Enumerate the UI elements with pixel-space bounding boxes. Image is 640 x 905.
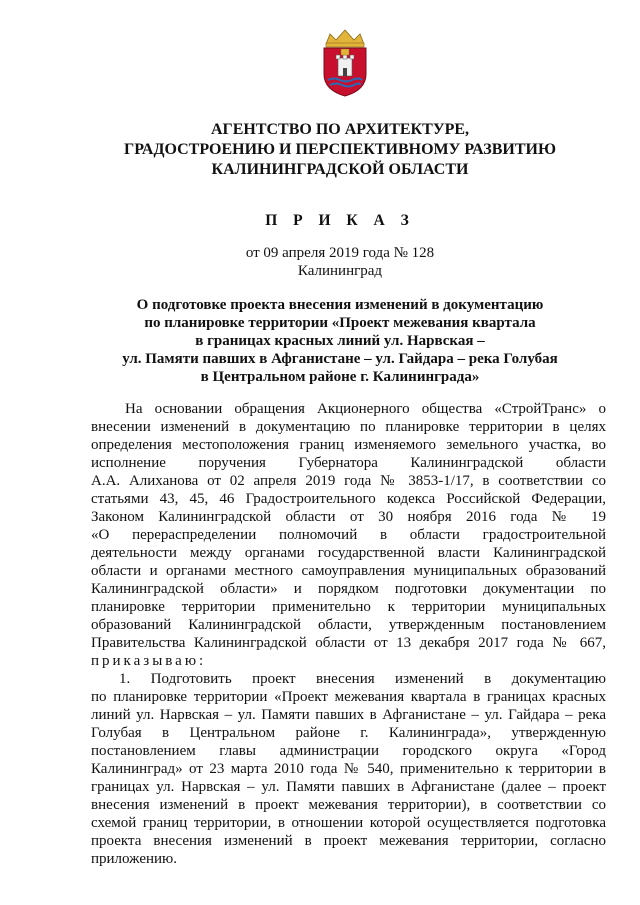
order-title: П Р И К А З	[265, 212, 415, 229]
agency-line: АГЕНТСТВО ПО АРХИТЕКТУРЕ,	[210, 121, 470, 138]
body-line: планировке территории применительно к территории муниципальных	[91, 599, 606, 615]
body-line: схемой границ территории, в отношении которой осуществляется подготовка	[91, 815, 606, 831]
body-line: Калининградской области» и порядком подготовки документации по	[91, 581, 606, 597]
body-line: приложению.	[91, 851, 178, 867]
body-line: проекта внесения изменений в проект межевания территории, согласно	[91, 833, 606, 849]
body-line: постановлением главы администрации городского округа «Город	[91, 743, 606, 759]
body-line: Законом Калининградской области от 30 ноября 2016 года № 19	[91, 509, 606, 525]
heading-line: О подготовке проекта внесения изменений в документацию	[136, 297, 544, 313]
body-line: Правительства Калининградской области от 13 декабря 2017 года № 667,	[91, 635, 606, 651]
body-line: «О перераспределении полномочий в области градостроительной	[91, 527, 606, 543]
body-line: исполнение поручения Губернатора Калининградской области	[91, 455, 606, 471]
body-line: деятельности между органами государственной власти Калининградской	[91, 545, 606, 561]
body-line: определения местоположения границ изменяемого земельного участка, во	[91, 437, 606, 453]
heading-line: по планировке территории «Проект межевания квартала	[144, 315, 536, 331]
heading-line: ул. Памяти павших в Афганистане – ул. Гайдара – река Голубая	[122, 351, 558, 367]
body-line: Калининград» от 23 марта 2010 года № 540, применительно к территории в	[91, 761, 606, 777]
body-line: 1. Подготовить проект внесения изменений в документацию	[119, 671, 606, 687]
agency-line: ГРАДОСТРОЕНИЮ И ПЕРСПЕКТИВНОМУ РАЗВИТИЮ	[124, 141, 556, 158]
order-body	[91, 400, 606, 868]
body-line: внесении изменений в документацию по планировке территории в целях	[91, 419, 606, 435]
body-line: границах ул. Нарвская – ул. Памяти павших в Афганистане (далее – проект	[91, 779, 606, 795]
body-line: Голубая в Центральном районе г. Калининграда», утвержденную	[91, 725, 606, 741]
body-line: линий ул. Нарвская – ул. Памяти павших в Афганистане – ул. Гайдара – река	[91, 707, 606, 723]
kaliningrad-coat-of-arms-icon	[316, 28, 374, 98]
agency-line: КАЛИНИНГРАДСКОЙ ОБЛАСТИ	[211, 161, 469, 178]
body-line: приказываю:	[91, 653, 207, 669]
order-city: Калининград	[297, 263, 383, 279]
order-heading	[60, 296, 620, 386]
body-line: области и органами местного самоуправления муниципальных образований	[91, 563, 606, 579]
body-line: А.А. Алиханова от 02 апреля 2019 года № 3853-1/17, в соответствии со	[91, 473, 606, 489]
body-line: На основании обращения Акционерного общества «СтройТранс» о	[125, 401, 606, 417]
agency-name	[60, 120, 620, 180]
body-line: внесения изменений в проект межевания территории), в соответствии со	[91, 797, 606, 813]
body-line: статьями 43, 45, 46 Градостроительного кодекса Российской Федерации,	[91, 491, 606, 507]
order-meta	[60, 244, 620, 280]
body-line: образований Калининградской области, утвержденным постановлением	[91, 617, 606, 633]
heading-line: в Центральном районе г. Калининграда»	[200, 369, 480, 385]
heading-line: в границах красных линий ул. Нарвская –	[195, 333, 485, 349]
order-date-number: от 09 апреля 2019 года № 128	[245, 245, 435, 261]
body-line: по планировке территории «Проект межевания квартала в границах красных	[91, 689, 606, 705]
